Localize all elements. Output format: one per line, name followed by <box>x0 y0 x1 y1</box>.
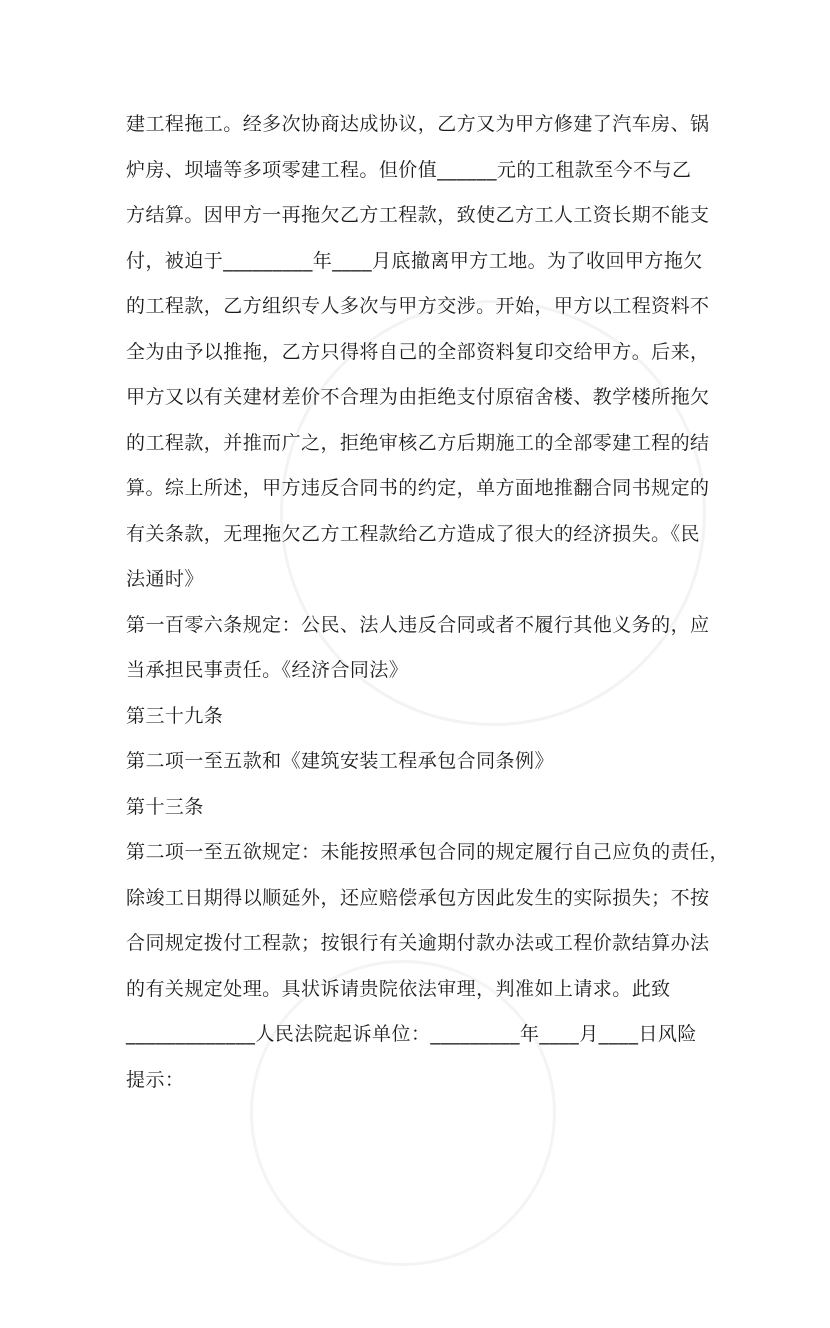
text-line: 方结算。因甲方一再拖欠乙方工程款，致使乙方工人工资长期不能支 <box>126 204 710 226</box>
text-line: 炉房、坝墙等多项零建工程。但价值______元的工租款至今不与乙 <box>126 158 692 181</box>
text-line: 第二项一至五款和《建筑安装工程承包合同条例》 <box>126 750 554 772</box>
text-line: 第三十九条 <box>126 704 224 727</box>
text-line: 付，被迫于_________年____月底撤离甲方工地。为了收回甲方拖欠 <box>126 249 703 272</box>
text-line: 合同规定拨付工程款；按银行有关逾期付款办法或工程价款结算办法 <box>126 932 710 954</box>
text-line: 全为由予以推拖，乙方只得将自己的全部资料复印交给甲方。后来， <box>126 340 710 363</box>
text-line: 法通时》 <box>126 568 204 590</box>
text-line: 有关条款，无理拖欠乙方工程款给乙方造成了很大的经济损失。《民 <box>126 522 701 545</box>
text-line: _____________人民法院起诉单位：_________年____月____日风险 <box>126 1023 697 1045</box>
document-body <box>126 102 729 1103</box>
text-line: 甲方又以有关建材差价不合理为由拒绝支付原宿舍楼、教学楼所拖欠 <box>126 386 710 408</box>
text-line: 当承担民事责任。《经济合同法》 <box>126 659 409 681</box>
text-line: 除竣工日期得以顺延外，还应赔偿承包方因此发生的实际损失；不按 <box>126 886 710 909</box>
text-line: 第二项一至五欲规定：未能按照承包合同的规定履行自己应负的责任， <box>126 841 729 863</box>
text-line: 第十三条 <box>126 795 204 818</box>
text-line: 第一百零六条规定：公民、法人违反合同或者不履行其他义务的，应 <box>126 613 710 636</box>
text-line: 的有关规定处理。具状诉请贵院依法审理，判准如上请求。此致 <box>126 977 671 1000</box>
text-line: 的工程款，乙方组织专人多次与甲方交涉。开始，甲方以工程资料不 <box>126 295 710 317</box>
text-line: 提示： <box>126 1068 185 1091</box>
text-line: 的工程款，并推而广之，拒绝审核乙方后期施工的全部零建工程的结 <box>126 431 710 454</box>
text-line: 建工程拖工。经多次协商达成协议，乙方又为甲方修建了汽车房、锅 <box>126 113 710 135</box>
text-line: 算。综上所述，甲方违反合同书的约定，单方面地推翻合同书规定的 <box>126 477 710 499</box>
